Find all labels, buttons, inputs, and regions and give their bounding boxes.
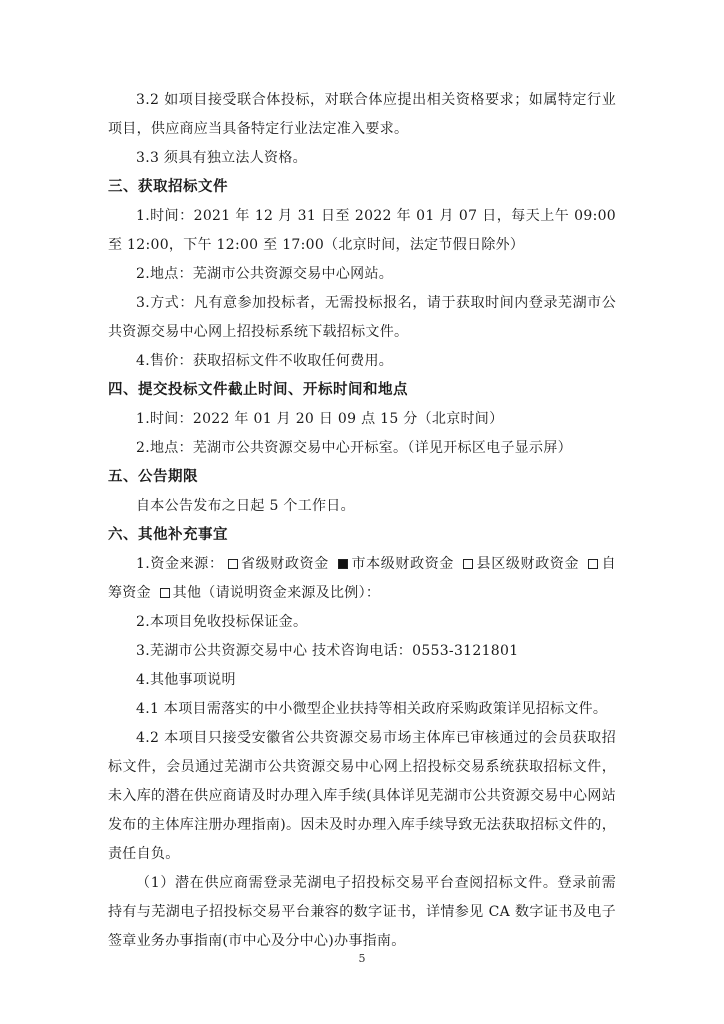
checkbox-municipal-fund	[338, 559, 348, 569]
paragraph-3-3: 3.3 须具有独立法人资格。	[136, 150, 307, 166]
paragraph-4-location: 2.地点：芜湖市公共资源交易中心开标室。（详见开标区电子显示屏）	[136, 440, 572, 456]
checkbox-provincial-fund	[228, 559, 238, 569]
fund-option-county: 县区级财政资金	[476, 556, 580, 572]
section-heading-4: 四、提交投标文件截止时间、开标时间和地点	[108, 382, 408, 398]
checkbox-other-fund	[160, 588, 170, 598]
paragraph-6-fund-source	[108, 550, 616, 608]
checkbox-self-raised-fund	[588, 559, 598, 569]
paragraph-6-4-2: 4.2 本项目只接受安徽省公共资源交易市场主体库已审核通过的会员获取招标文件，会员通过芜湖市公共资源交易中心网上招投标交易系统获取招标文件，未入库的潜在供应商请及时办理入库手续(具体详见芜湖市公共资源交易中心网站发布的主体库注册办理指南)。因未及时办理入库手续导致无法获取招标文件的，责任自负。	[108, 730, 616, 862]
paragraph-6-4-2-1: （1）潜在供应商需登录芜湖电子招投标交易平台查阅招标文件。登录前需持有与芜湖电子招投标交易平台兼容的数字证书，详情参见 CA 数字证书及电子签章业务办事指南(市中心及分中心)办事指南。	[108, 875, 616, 949]
paragraph-5-period: 自本公告发布之日起 5 个工作日。	[136, 498, 355, 514]
paragraph-3-price: 4.售价：获取招标文件不收取任何费用。	[136, 353, 394, 369]
paragraph-3-method: 3.方式：凡有意参加投标者，无需投标报名，请于获取时间内登录芜湖市公共资源交易中心网上招投标系统下载招标文件。	[108, 295, 616, 340]
section-heading-3: 三、获取招标文件	[108, 179, 228, 195]
checkbox-county-fund	[463, 559, 473, 569]
paragraph-6-other-notes: 4.其他事项说明	[136, 672, 236, 688]
paragraph-3-location: 2.地点：芜湖市公共资源交易中心网站。	[136, 266, 394, 282]
paragraph-6-deposit: 2.本项目免收投标保证金。	[136, 614, 308, 630]
fund-option-provincial: 省级财政资金	[240, 556, 329, 572]
fund-option-other: 其他（请说明资金来源及比例）：	[172, 585, 381, 601]
paragraph-3-time: 1.时间：2021 年 12 月 31 日至 2022 年 01 月 07 日，每天上午 09:00 至 12:00，下午 12:00 至 17:00（北京时间，法定节假日除外）	[108, 208, 616, 253]
paragraph-4-time: 1.时间：2022 年 01 月 20 日 09 点 15 分（北京时间）	[136, 411, 504, 427]
document-body	[108, 86, 616, 956]
paragraph-6-4-1: 4.1 本项目需落实的中小微型企业扶持等相关政府采购政策详见招标文件。	[136, 701, 608, 717]
section-heading-6: 六、其他补充事宜	[108, 527, 228, 543]
fund-source-label: 1.资金来源：	[136, 556, 224, 572]
fund-option-municipal: 市本级财政资金	[351, 556, 455, 572]
section-heading-5: 五、公告期限	[108, 469, 198, 485]
paragraph-6-contact: 3.芜湖市公共资源交易中心 技术咨询电话：0553-3121801	[136, 643, 519, 659]
page-number: 5	[358, 952, 366, 965]
fund-option-self-raised: 自筹资金	[108, 556, 616, 601]
paragraph-3-2: 3.2 如项目接受联合体投标，对联合体应提出相关资格要求；如属特定行业项目，供应商应当具备特定行业法定准入要求。	[108, 92, 616, 137]
